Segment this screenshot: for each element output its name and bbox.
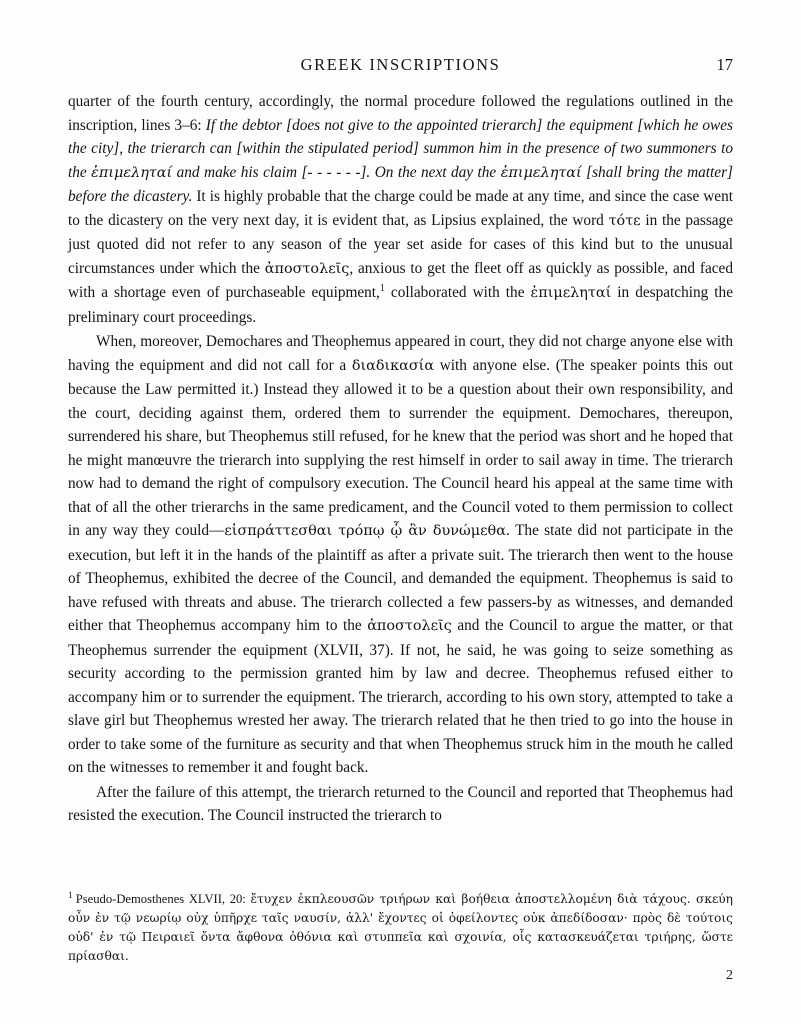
para2-seg4: and the Council to argue the matter, or that Theophemus surrender the equipment (XLVII, 37). If not, he said, he was going to seize something as security according to the permission granted him by law and decree. Theophemus refused either to accompany him or to surrender the equipment. The trierarch, according to his own story, attempted to take a slave girl but Theophemus wrested her away. The trierarch related that he then tried to go into the house in order to take some of the furniture as security and that when Theophemus struck him in the mouth he called on the witnesses to remember it and fought back.: [68, 617, 733, 776]
para2-greek1: διαδικασία: [351, 357, 435, 374]
para1-seg1: quarter of the fourth century, accordingly, the normal procedure followed the regulations outlined in the inscription, lines 3–6:: [68, 93, 733, 134]
para2-seg3: . The state did not participate in the execution, but left it in the hands of the plaintiff as after a private suit. The trierarch then went to the house of Theophemus, exhibited the decree of the Council, and demanded the equipment. Theophemus is said to have refused with threats and abuse. The trierarch collected a few passers-by as witnesses, and demanded either that Theophemus accompany him to the: [68, 522, 733, 634]
footnote-reference: Pseudo-Demosthenes XLVII, 20:: [75, 892, 251, 906]
body-text: [68, 90, 733, 828]
para1-seg6: in despatching the preliminary court proceedings.: [68, 284, 733, 326]
signature-mark: 2: [726, 968, 733, 983]
paragraph-2: [68, 330, 733, 780]
para2-seg2: with anyone else. (The speaker points this out because the Law permitted it.) Instead they allowed it to be a question about their own responsibility, and the court, deciding against them, ordered them to surrender the equipment. Demochares, thereupon, surrendered his share, but Theophemus still refused, for he knew that the period was short and he hoped that he might manœuvre the trierarch into supplying the rest himself in order to sail away in time. The trierarch now had to demand the right of compulsory execution. The Council heard his appeal at the same time with that of all the other trierarchs in the same predicament, and the Council voted to them permission to collect in any way they could—: [68, 356, 734, 539]
para1-italic2: and make his claim [- - - - - -]. On the next day the: [172, 163, 501, 181]
page-number: 17: [716, 55, 733, 74]
para1-greek4: ἀποστολεῖς: [264, 260, 350, 277]
para2-greek2: εἰσπράττεσθαι τρόπῳ ᾧ ἂν δυνώμεθα: [224, 523, 506, 539]
para1-greek5: ἐπιμεληταί: [530, 285, 612, 301]
para1-italic1: If the debtor [does not give to the appointed trierarch] the equipment [which he owes the city], the trierarch can [within the stipulated period] summon him in the presence of two summoners to the: [68, 116, 733, 181]
footnote-1: [68, 890, 733, 966]
para1-seg2: It is highly probable that the charge could be made at any time, and since the case went to the dicastery on the very next day, it is evident that, as Lipsius explained, the word: [68, 188, 733, 229]
para1-greek2: ἐπιμεληταί: [500, 164, 582, 181]
para1-seg4: , anxious to get the fleet off as quickly as possible, and faced with a shortage even of purchaseable equipment,: [68, 259, 733, 301]
para1-seg5: collaborated with the: [384, 284, 531, 301]
paragraph-3: After the failure of this attempt, the trierarch returned to the Council and reported that Theophemus had resisted the execution. The Council instructed the trierarch to: [68, 783, 733, 824]
paragraph-1: [68, 90, 733, 329]
footnote-marker: 1: [68, 890, 73, 901]
footnote-reference-marker: 1: [379, 282, 385, 294]
para2-greek3: ἀποστολεῖς: [367, 618, 452, 634]
footnote-greek-text: ἔτυχεν ἐκπλεουσῶν τριήρων καὶ βοήθεια ἀποστελλομένη διὰ τάχους. σκεύη οὖν ἐν τῷ νεωρίῳ οὐχ ὑπῆρχε ταῖς ναυσίν, ἀλλ' ἔχοντες οἱ ὀφείλοντες οὐκ ἀπεδίδοσαν· πρὸς δὲ τούτοις οὐδ' ἐν τῷ Πειραιεῖ ὄντα ἄφθονα ὀθόνια καὶ στυππεῖα καὶ σχοινία, οἷς κατασκευάζεται τριήρης, ὥστε πρίασθαι.: [68, 892, 733, 963]
para2-seg1: When, moreover, Demochares and Theophemus appeared in court, they did not charge anyone else with having the equipment and did not call for a: [68, 333, 733, 374]
running-title: GREEK INSCRIPTIONS: [300, 55, 501, 74]
page-header: [68, 55, 733, 79]
para1-greek3: τότε: [608, 212, 641, 229]
para1-seg3: in the passage just quoted did not refer to any season of the year set aside for cases of this kind but to the unusual circumstances under which the: [68, 211, 733, 277]
para1-italic3: [shall bring the matter] before the dicastery.: [68, 163, 733, 205]
para1-greek1: ἐπιμεληταί: [91, 164, 173, 181]
